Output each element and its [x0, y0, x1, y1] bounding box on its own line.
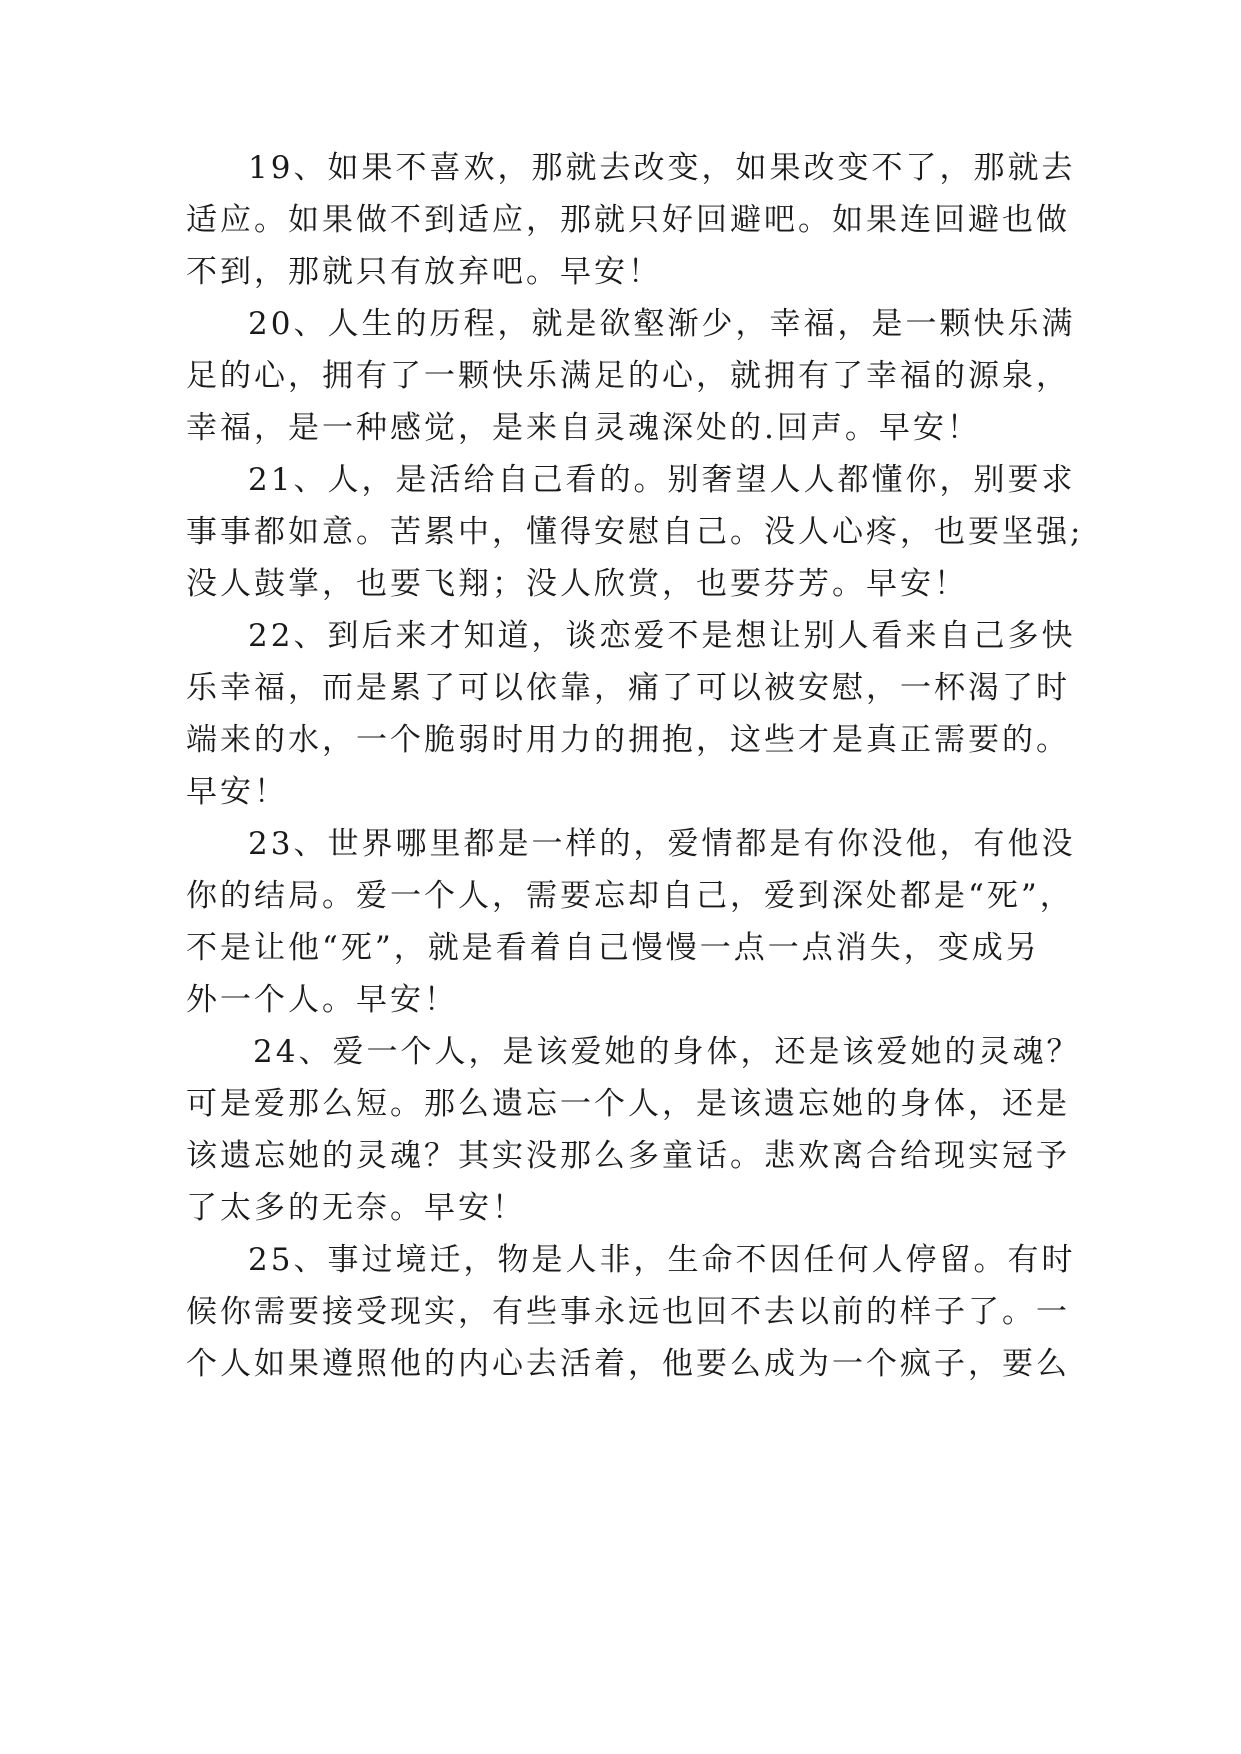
- paragraph-23-line-4: 外一个人。早安！: [186, 982, 458, 1018]
- paragraph-24-line-1: 24、爱一个人，是该爱她的身体，还是该爱她的灵魂？: [253, 1034, 1081, 1070]
- paragraph-21-line-3: 没人鼓掌，也要飞翔；没人欣赏，也要芬芳。早安！: [186, 566, 968, 602]
- paragraph-22-line-1: 22、到后来才知道，谈恋爱不是想让别人看来自己多快: [248, 618, 1076, 654]
- paragraph-20-line-2: 足的心，拥有了一颗快乐满足的心，就拥有了幸福的源泉，: [186, 358, 1070, 394]
- paragraph-22-line-2: 乐幸福，而是累了可以依靠，痛了可以被安慰，一杯渴了时: [186, 670, 1070, 706]
- paragraph-25-line-2: 候你需要接受现实，有些事永远也回不去以前的样子了。一: [186, 1294, 1070, 1330]
- paragraph-20-line-3: 幸福，是一种感觉，是来自灵魂深处的.回声。早安！: [186, 410, 981, 446]
- paragraph-25-line-1: 25、事过境迁，物是人非，生命不因任何人停留。有时: [248, 1242, 1076, 1278]
- paragraph-19-line-1: 19、如果不喜欢，那就去改变，如果改变不了，那就去: [248, 150, 1076, 186]
- paragraph-23-line-1: 23、世界哪里都是一样的，爱情都是有你没他，有他没: [248, 826, 1076, 862]
- paragraph-23-line-3: 不是让他“死”，就是看着自己慢慢一点一点消失，变成另: [186, 930, 1040, 966]
- paragraph-20-line-1: 20、人生的历程，就是欲壑渐少，幸福，是一颗快乐满: [248, 306, 1076, 342]
- paragraph-24-line-4: 了太多的无奈。早安！: [186, 1190, 526, 1226]
- paragraph-22-line-3: 端来的水，一个脆弱时用力的拥抱，这些才是真正需要的。: [186, 722, 1070, 758]
- paragraph-21-line-1: 21、人，是活给自己看的。别奢望人人都懂你，别要求: [248, 462, 1076, 498]
- paragraph-19-line-3: 不到，那就只有放弃吧。早安！: [186, 254, 662, 290]
- paragraph-21-line-2: 事事都如意。苦累中，懂得安慰自己。没人心疼，也要坚强;: [186, 514, 1084, 550]
- paragraph-22-line-4: 早安！: [186, 774, 288, 810]
- paragraph-25-line-3: 个人如果遵照他的内心去活着，他要么成为一个疯子，要么: [186, 1346, 1070, 1382]
- paragraph-19-line-2: 适应。如果做不到适应，那就只好回避吧。如果连回避也做: [186, 202, 1070, 238]
- paragraph-24-line-2: 可是爱那么短。那么遗忘一个人，是该遗忘她的身体，还是: [186, 1086, 1070, 1122]
- paragraph-24-line-3: 该遗忘她的灵魂？其实没那么多童话。悲欢离合给现实冠予: [186, 1138, 1070, 1174]
- paragraph-23-line-2: 你的结局。爱一个人，需要忘却自己，爱到深处都是“死”，: [186, 878, 1074, 914]
